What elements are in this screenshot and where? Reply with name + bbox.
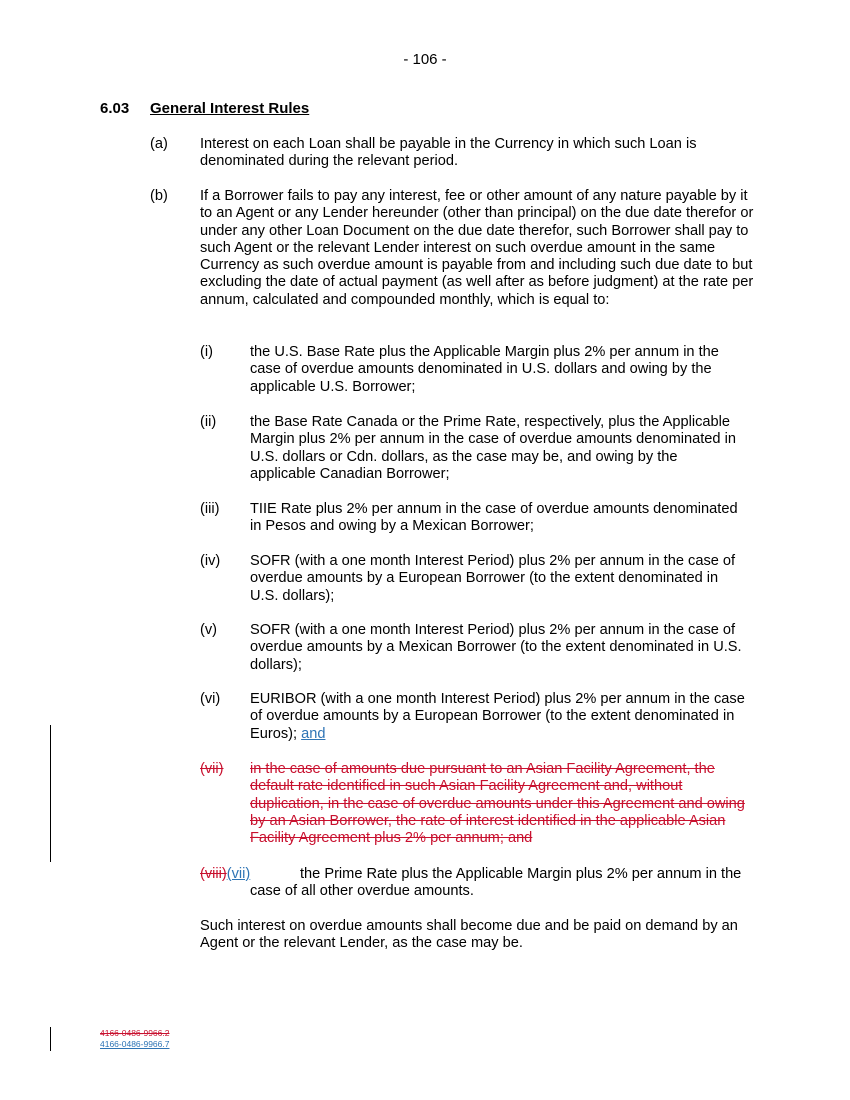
item-iv-text: SOFR (with a one month Interest Period) plus 2% per annum in the case of overdue amounts by a European Borrower (to the extent denominated in U.S. dollars); [250,553,736,604]
footer-inserted-id: 4166-0486-9966.7 [100,1039,170,1049]
footer-change-bar [50,1027,51,1051]
item-i-label: (i) [200,344,213,360]
closing-paragraph: Such interest on overdue amounts shall become due and be paid on demand by an Agent or the relevant Lender, as the case may be. [200,918,738,952]
deleted-item-text: in the case of amounts due pursuant to an Asian Facility Agreement, the default rate identified in such Asian Facility Agreement and, without duplication, in the case of overdue amounts under this Agreement and owing by an Asian Borrower, the rate of interest identified in the applicable Asian Facility Agreement plus 2% per annum; and [250,761,745,847]
footer-doc-ids [100,1028,169,1050]
item-v-label: (v) [200,622,218,638]
item-v-text: SOFR (with a one month Interest Period) plus 2% per annum in the case of overdue amounts by a Mexican Borrower (to the extent denominated in U.S. dollars); [250,622,742,673]
footer-deleted-id: 4166-0486-9966.2 [100,1028,170,1038]
item-iii-text: TIIE Rate plus 2% per annum in the case of overdue amounts denominated in Pesos and owing by a Mexican Borrower; [250,501,738,535]
para-a-label: (a) [150,136,168,152]
inserted-label-vii: (vii) [226,866,251,882]
item-iv-label: (iv) [200,553,221,569]
item-ii-label: (ii) [200,414,217,430]
item-ii-text: the Base Rate Canada or the Prime Rate, respectively, plus the Applicable Margin plus 2% per annum in the case of overdue amounts denominated in U.S. dollars or Cdn. dollars, as the case may be, and owing by the applicable Canadian Borrower; [250,414,736,482]
para-a-text: Interest on each Loan shall be payable in the Currency in which such Loan is denominated during the relevant period. [200,136,697,170]
item-iii-label: (iii) [200,501,220,517]
section-title: General Interest Rules [150,100,310,117]
inserted-and: and [301,725,326,742]
item-vi-label: (vi) [200,691,221,707]
para-b-text: If a Borrower fails to pay any interest, fee or other amount of any nature payable by it to an Agent or any Lender hereunder (other than principal) on the due date therefor or under any other Loan Document on the due date therefor, such Borrower shall pay to such Agent or the relevant Lender interest on such overdue amount in the same Currency as such overdue amount is payable from and including such due date to but excluding the date of actual payment (as well after as before judgment) at the rate per annum, calculated and compounded monthly, which is equal to: [200,188,754,308]
last-item-text: the Prime Rate plus the Applicable Margin plus 2% per annum in the case of all other overdue amounts. [250,866,742,900]
para-b-label: (b) [150,188,168,204]
deleted-item-label: (vii) [200,761,224,777]
deleted-label-viii: (viii) [200,866,227,882]
page-number: - 106 - [403,51,447,68]
change-bar [50,725,51,862]
item-vi [250,691,750,743]
item-i-text: the U.S. Base Rate plus the Applicable Margin plus 2% per annum in the case of overdue amounts denominated in U.S. dollars and owing by the applicable U.S. Borrower; [250,344,719,395]
section-number: 6.03 [100,100,130,117]
item-vi-text: EURIBOR (with a one month Interest Period) plus 2% per annum in the case of overdue amounts by a European Borrower (to the extent denominated in Euros); [250,691,745,742]
